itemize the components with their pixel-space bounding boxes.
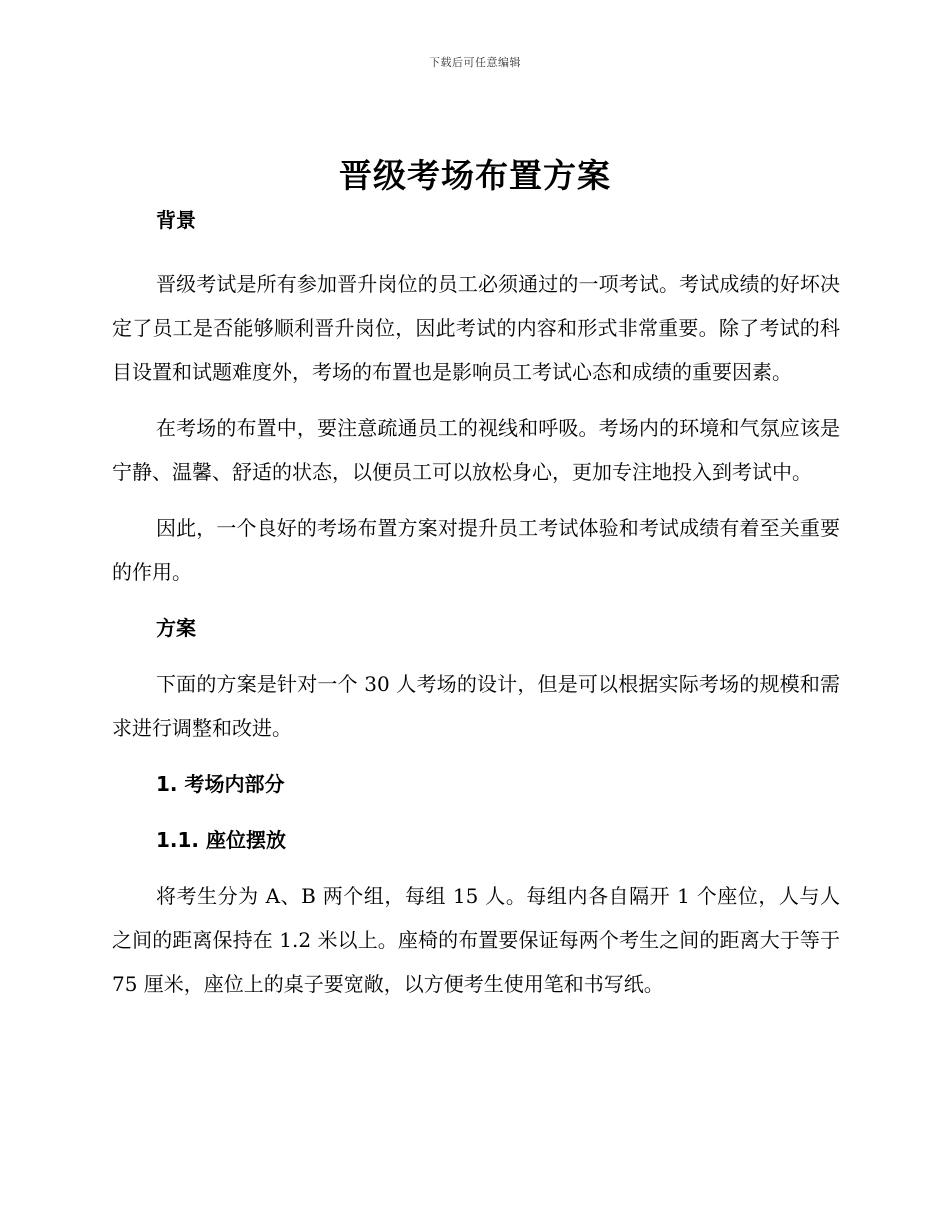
section-heading-plan: 方案 <box>156 616 196 640</box>
document-body <box>112 198 840 1006</box>
paragraph: 将考生分为 A、B 两个组，每组 15 人。每组内各自隔开 1 个座位，人与人之间的距离保持在 1.2 米以上。座椅的布置要保证每两个考生之间的距离大于等于 75 厘米，座位上的桌子要宽敞，以方便考生使用笔和书写纸。 <box>112 884 840 996</box>
section-heading-seating: 1.1. 座位摆放 <box>156 828 286 852</box>
paragraph: 下面的方案是针对一个 30 人考场的设计，但是可以根据实际考场的规模和需求进行调整和改进。 <box>112 672 840 740</box>
document-title: 晋级考场布置方案 <box>339 156 611 195</box>
section-heading-inside: 1. 考场内部分 <box>156 772 285 796</box>
paragraph: 因此，一个良好的考场布置方案对提升员工考试体验和考试成绩有着至关重要的作用。 <box>112 516 840 584</box>
paragraph: 晋级考试是所有参加晋升岗位的员工必须通过的一项考试。考试成绩的好坏决定了员工是否能够顺利晋升岗位，因此考试的内容和形式非常重要。除了考试的科目设置和试题难度外，考场的布置也是影响员工考试心态和成绩的重要因素。 <box>112 272 840 384</box>
paragraph: 在考场的布置中，要注意疏通员工的视线和呼吸。考场内的环境和气氛应该是宁静、温馨、舒适的状态，以便员工可以放松身心，更加专注地投入到考试中。 <box>112 416 840 484</box>
section-heading-background: 背景 <box>156 208 196 232</box>
page-header: 下载后可任意编辑 <box>429 56 521 69</box>
